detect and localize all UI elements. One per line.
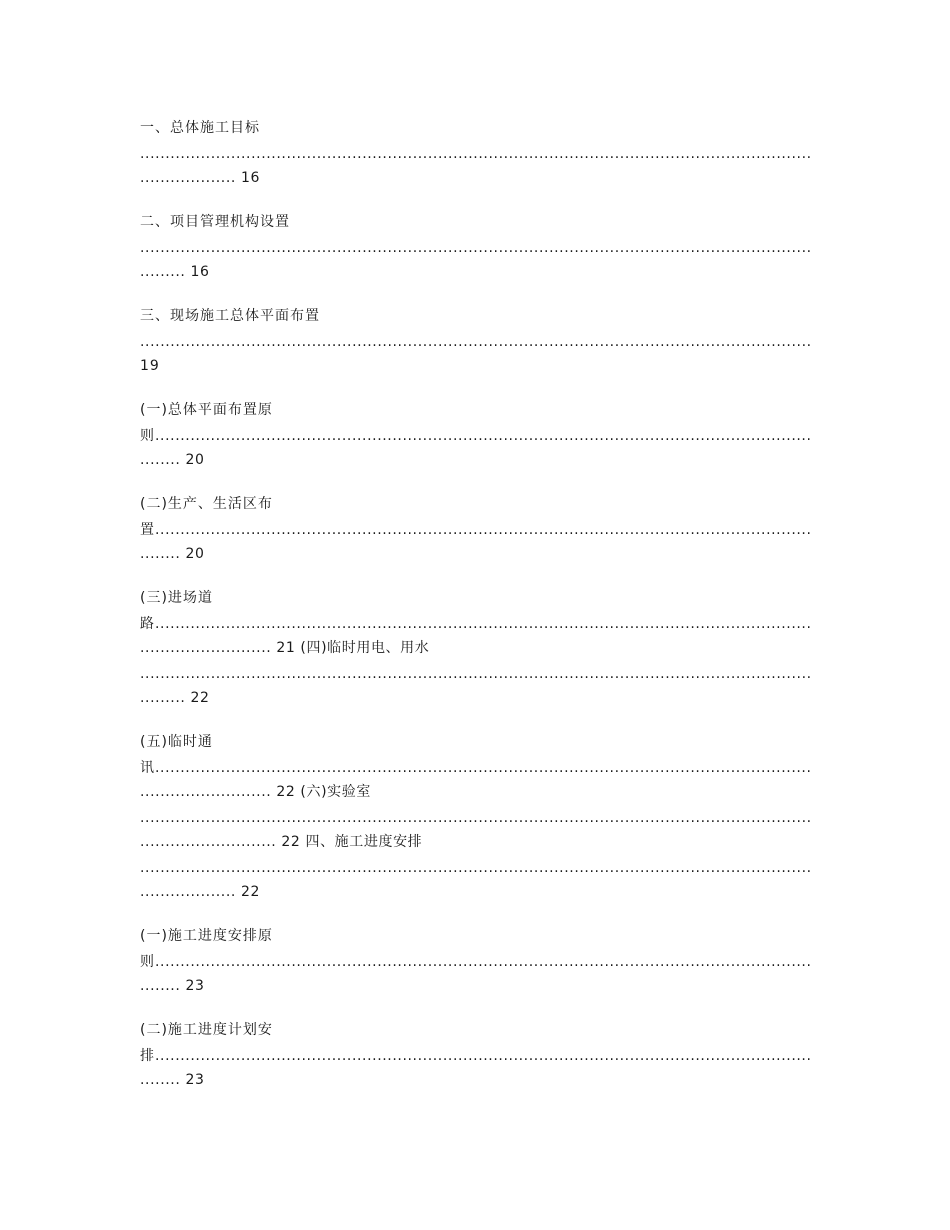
toc-leader-line bbox=[140, 614, 810, 634]
toc-leader-line bbox=[140, 238, 810, 258]
toc-leader-line bbox=[140, 332, 810, 352]
toc-page-number-line bbox=[140, 638, 810, 658]
toc-page-number-line bbox=[140, 356, 810, 376]
toc-heading-line bbox=[140, 588, 810, 608]
toc-leader-line bbox=[140, 758, 810, 778]
toc-text: 二、项目管理机构设置 bbox=[140, 214, 290, 230]
toc-heading-line bbox=[140, 1020, 810, 1040]
toc-text: (一)施工进度安排原 bbox=[140, 928, 273, 944]
toc-page-number-line bbox=[140, 1070, 810, 1090]
toc-text: (三)进场道 bbox=[140, 590, 213, 606]
toc-page-number-line bbox=[140, 450, 810, 470]
toc-text: .......................... 22 (六)实验室 bbox=[140, 784, 371, 800]
toc-leader-line bbox=[140, 664, 810, 684]
toc-text: (五)临时通 bbox=[140, 734, 213, 750]
toc-leader-line bbox=[140, 520, 810, 540]
toc-leader-line bbox=[140, 808, 810, 828]
toc-text: (二)施工进度计划安 bbox=[140, 1022, 273, 1038]
toc-leader-line bbox=[140, 1046, 810, 1066]
toc-heading-line bbox=[140, 926, 810, 946]
toc-page-number-line bbox=[140, 168, 810, 188]
toc-text: ........................... 22 四、施工进度安排 bbox=[140, 834, 423, 850]
toc-heading-line bbox=[140, 732, 810, 752]
toc-page-number-line bbox=[140, 688, 810, 708]
toc-text: ........ 20 bbox=[140, 452, 205, 468]
toc-heading-line bbox=[140, 494, 810, 514]
toc-leader-line bbox=[140, 426, 810, 446]
toc-text: ......... 16 bbox=[140, 264, 210, 280]
toc-text: 排 bbox=[140, 1048, 155, 1064]
toc-page-number-line bbox=[140, 882, 810, 902]
toc-leader-line bbox=[140, 858, 810, 878]
toc-heading-line bbox=[140, 212, 810, 232]
toc-page-number-line bbox=[140, 832, 810, 852]
toc-text: 讯 bbox=[140, 760, 155, 776]
toc-text: ........ 20 bbox=[140, 546, 205, 562]
toc-page-number-line bbox=[140, 976, 810, 996]
toc-text: (一)总体平面布置原 bbox=[140, 402, 273, 418]
toc-text: .......................... 21 (四)临时用电、用水 bbox=[140, 640, 430, 656]
toc-text: 路 bbox=[140, 616, 155, 632]
toc-text: ................... 22 bbox=[140, 884, 261, 900]
toc-heading-line bbox=[140, 400, 810, 420]
toc-text: 则 bbox=[140, 428, 155, 444]
toc-leader-line bbox=[140, 952, 810, 972]
toc-text: 三、现场施工总体平面布置 bbox=[140, 308, 320, 324]
toc-page-number-line bbox=[140, 544, 810, 564]
toc-text: 置 bbox=[140, 522, 155, 538]
toc-leader-line bbox=[140, 144, 810, 164]
toc-page-number-line bbox=[140, 782, 810, 802]
toc-heading-line bbox=[140, 118, 810, 138]
toc-text: 19 bbox=[140, 358, 160, 374]
toc-text: ........ 23 bbox=[140, 978, 205, 994]
toc-text: ................... 16 bbox=[140, 170, 261, 186]
toc-text: 则 bbox=[140, 954, 155, 970]
toc-text: (二)生产、生活区布 bbox=[140, 496, 273, 512]
toc-heading-line bbox=[140, 306, 810, 326]
toc-page-number-line bbox=[140, 262, 810, 282]
toc-text: ......... 22 bbox=[140, 690, 210, 706]
toc-text: ........ 23 bbox=[140, 1072, 205, 1088]
toc-text: 一、总体施工目标 bbox=[140, 120, 260, 136]
